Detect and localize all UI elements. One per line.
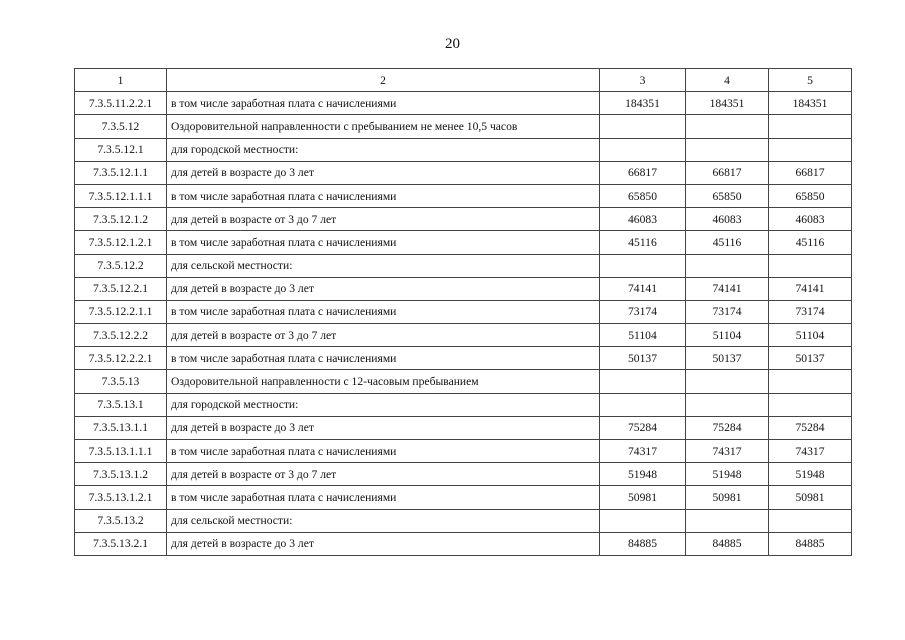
cell-value-col3: 75284 <box>600 416 686 439</box>
cell-description: для детей в возрасте до 3 лет <box>167 532 600 555</box>
table-row <box>75 509 852 532</box>
cell-description: для сельской местности: <box>167 254 600 277</box>
table-row <box>75 370 852 393</box>
cell-code: 7.3.5.12.2.1.1 <box>75 300 167 323</box>
table-row <box>75 416 852 439</box>
cell-value-col4: 74317 <box>686 440 769 463</box>
cell-value-col4: 74141 <box>686 277 769 300</box>
cell-value-col4 <box>686 509 769 532</box>
cell-value-col3: 50981 <box>600 486 686 509</box>
cell-code: 7.3.5.12.1.2.1 <box>75 231 167 254</box>
cell-value-col4: 51104 <box>686 324 769 347</box>
cell-value-col4 <box>686 138 769 161</box>
page-number: 20 <box>445 36 460 52</box>
cell-value-col5: 45116 <box>769 231 852 254</box>
cell-value-col5 <box>769 370 852 393</box>
table-row <box>75 393 852 416</box>
cell-description: для детей в возрасте от 3 до 7 лет <box>167 208 600 231</box>
cell-value-col5: 46083 <box>769 208 852 231</box>
cell-code: 7.3.5.13.1.2.1 <box>75 486 167 509</box>
cell-description: в том числе заработная плата с начислениями <box>167 92 600 115</box>
cell-value-col3 <box>600 509 686 532</box>
header-col-2: 2 <box>167 69 600 92</box>
cell-value-col4 <box>686 393 769 416</box>
cell-value-col4: 184351 <box>686 92 769 115</box>
cell-value-col4: 73174 <box>686 300 769 323</box>
cell-description: для городской местности: <box>167 138 600 161</box>
table-row <box>75 254 852 277</box>
cell-value-col3: 50137 <box>600 347 686 370</box>
cell-description: в том числе заработная плата с начислениями <box>167 231 600 254</box>
cell-description: Оздоровительной направленности с пребыванием не менее 10,5 часов <box>167 115 600 138</box>
cell-value-col3: 51104 <box>600 324 686 347</box>
cell-value-col3: 46083 <box>600 208 686 231</box>
cell-value-col5: 51948 <box>769 463 852 486</box>
cell-value-col4 <box>686 370 769 393</box>
table-row <box>75 440 852 463</box>
cell-code: 7.3.5.13 <box>75 370 167 393</box>
table-body <box>75 92 852 556</box>
data-table <box>74 68 852 556</box>
cell-value-col3: 74317 <box>600 440 686 463</box>
cell-value-col5: 51104 <box>769 324 852 347</box>
cell-value-col3 <box>600 115 686 138</box>
cell-value-col3 <box>600 393 686 416</box>
cell-value-col4: 84885 <box>686 532 769 555</box>
cell-value-col3 <box>600 138 686 161</box>
table-row <box>75 161 852 184</box>
header-col-3: 3 <box>600 69 686 92</box>
table-row <box>75 115 852 138</box>
cell-code: 7.3.5.12.2 <box>75 254 167 277</box>
cell-code: 7.3.5.11.2.2.1 <box>75 92 167 115</box>
table-row <box>75 184 852 207</box>
cell-value-col5 <box>769 115 852 138</box>
cell-value-col4: 50981 <box>686 486 769 509</box>
cell-code: 7.3.5.12.2.1 <box>75 277 167 300</box>
cell-code: 7.3.5.13.1 <box>75 393 167 416</box>
cell-value-col5: 184351 <box>769 92 852 115</box>
cell-value-col4: 75284 <box>686 416 769 439</box>
cell-description: для городской местности: <box>167 393 600 416</box>
cell-value-col3: 66817 <box>600 161 686 184</box>
cell-value-col5: 75284 <box>769 416 852 439</box>
cell-code: 7.3.5.13.1.2 <box>75 463 167 486</box>
cell-value-col4: 46083 <box>686 208 769 231</box>
table-row <box>75 231 852 254</box>
table-row <box>75 347 852 370</box>
cell-description: в том числе заработная плата с начислениями <box>167 486 600 509</box>
table-header <box>75 69 852 92</box>
header-col-1: 1 <box>75 69 167 92</box>
cell-value-col3: 73174 <box>600 300 686 323</box>
cell-description: в том числе заработная плата с начислениями <box>167 440 600 463</box>
cell-value-col5 <box>769 138 852 161</box>
cell-value-col5 <box>769 254 852 277</box>
cell-value-col5: 50137 <box>769 347 852 370</box>
cell-value-col5: 74317 <box>769 440 852 463</box>
table-row <box>75 463 852 486</box>
header-row <box>75 69 852 92</box>
cell-code: 7.3.5.12.1 <box>75 138 167 161</box>
cell-value-col5: 65850 <box>769 184 852 207</box>
cell-description: в том числе заработная плата с начислениями <box>167 300 600 323</box>
cell-value-col4: 50137 <box>686 347 769 370</box>
cell-description: в том числе заработная плата с начислениями <box>167 184 600 207</box>
cell-value-col4: 45116 <box>686 231 769 254</box>
cell-code: 7.3.5.12.1.2 <box>75 208 167 231</box>
table-row <box>75 532 852 555</box>
cell-code: 7.3.5.12.1.1 <box>75 161 167 184</box>
cell-description: в том числе заработная плата с начислениями <box>167 347 600 370</box>
cell-value-col3: 74141 <box>600 277 686 300</box>
table-row <box>75 324 852 347</box>
cell-value-col3: 51948 <box>600 463 686 486</box>
cell-value-col4: 51948 <box>686 463 769 486</box>
cell-value-col4: 65850 <box>686 184 769 207</box>
cell-value-col5 <box>769 393 852 416</box>
cell-code: 7.3.5.12.2.2 <box>75 324 167 347</box>
cell-value-col3: 84885 <box>600 532 686 555</box>
cell-description: для детей в возрасте от 3 до 7 лет <box>167 463 600 486</box>
table-row <box>75 300 852 323</box>
cell-value-col5 <box>769 509 852 532</box>
header-col-4: 4 <box>686 69 769 92</box>
cell-value-col5: 50981 <box>769 486 852 509</box>
cell-code: 7.3.5.12.2.2.1 <box>75 347 167 370</box>
cell-description: для детей в возрасте до 3 лет <box>167 416 600 439</box>
table-row <box>75 486 852 509</box>
cell-code: 7.3.5.13.2 <box>75 509 167 532</box>
cell-value-col4: 66817 <box>686 161 769 184</box>
cell-value-col5: 73174 <box>769 300 852 323</box>
cell-value-col3: 45116 <box>600 231 686 254</box>
cell-value-col3: 184351 <box>600 92 686 115</box>
cell-code: 7.3.5.13.1.1 <box>75 416 167 439</box>
cell-description: для сельской местности: <box>167 509 600 532</box>
cell-description: для детей в возрасте до 3 лет <box>167 277 600 300</box>
cell-value-col5: 74141 <box>769 277 852 300</box>
cell-value-col4 <box>686 254 769 277</box>
cell-value-col5: 84885 <box>769 532 852 555</box>
cell-code: 7.3.5.13.1.1.1 <box>75 440 167 463</box>
cell-value-col3 <box>600 370 686 393</box>
cell-value-col5: 66817 <box>769 161 852 184</box>
cell-description: для детей в возрасте от 3 до 7 лет <box>167 324 600 347</box>
table-row <box>75 92 852 115</box>
cell-description: Оздоровительной направленности с 12-часовым пребыванием <box>167 370 600 393</box>
table-row <box>75 277 852 300</box>
cell-value-col4 <box>686 115 769 138</box>
cell-code: 7.3.5.12.1.1.1 <box>75 184 167 207</box>
cell-value-col3 <box>600 254 686 277</box>
cell-code: 7.3.5.13.2.1 <box>75 532 167 555</box>
cell-code: 7.3.5.12 <box>75 115 167 138</box>
table-row <box>75 208 852 231</box>
header-col-5: 5 <box>769 69 852 92</box>
cell-value-col3: 65850 <box>600 184 686 207</box>
cell-description: для детей в возрасте до 3 лет <box>167 161 600 184</box>
table-row <box>75 138 852 161</box>
